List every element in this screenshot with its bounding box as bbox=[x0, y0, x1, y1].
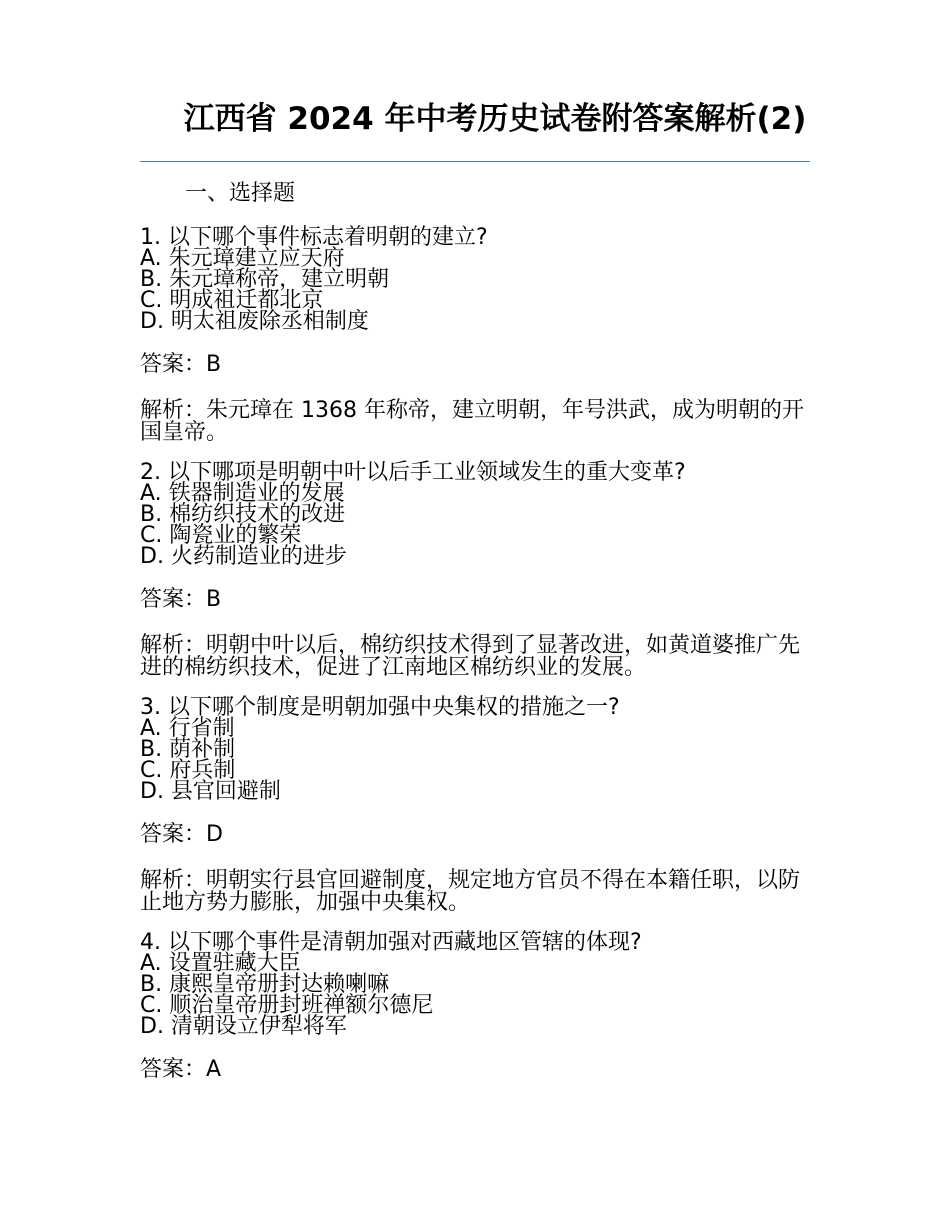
answer-line: 答案：A bbox=[140, 1057, 222, 1082]
section-heading: 一、选择题 bbox=[185, 181, 296, 206]
option-a: A. 铁器制造业的发展 bbox=[140, 481, 345, 506]
option-a: A. 行省制 bbox=[140, 716, 235, 741]
analysis-text: 解析：朱元璋在 1368 年称帝，建立明朝，年号洪武，成为明朝的开国皇帝。 bbox=[140, 398, 804, 445]
option-d: D. 清朝设立伊犁将军 bbox=[140, 1014, 347, 1039]
option-b: B. 康熙皇帝册封达赖喇嘛 bbox=[140, 972, 390, 997]
question-item bbox=[140, 697, 812, 802]
question-item bbox=[140, 932, 812, 1037]
option-c: C. 明成祖迁都北京 bbox=[140, 288, 324, 313]
option-d: D. 火药制造业的进步 bbox=[140, 544, 347, 569]
document-title: 江西省 2024 年中考历史试卷附答案解析(2) bbox=[183, 101, 807, 137]
answer-line: 答案：B bbox=[140, 352, 222, 377]
option-d: D. 县官回避制 bbox=[140, 779, 281, 804]
question-stem: 2. 以下哪项是明朝中叶以后手工业领域发生的重大变革? bbox=[140, 460, 686, 485]
analysis-text: 解析：明朝中叶以后，棉纺织技术得到了显著改进，如黄道婆推广先进的棉纺织技术，促进了江南地区棉纺织业的发展。 bbox=[140, 633, 801, 680]
question-stem: 1. 以下哪个事件标志着明朝的建立? bbox=[140, 225, 488, 250]
question-item bbox=[140, 462, 812, 567]
option-c: C. 顺治皇帝册封班禅额尔德尼 bbox=[140, 993, 434, 1018]
analysis-text: 解析：明朝实行县官回避制度，规定地方官员不得在本籍任职，以防止地方势力膨胀，加强中央集权。 bbox=[140, 868, 801, 915]
answer-line: 答案：D bbox=[140, 822, 223, 847]
question-item bbox=[140, 227, 812, 332]
option-b: B. 荫补制 bbox=[140, 737, 236, 762]
question-stem: 4. 以下哪个事件是清朝加强对西藏地区管辖的体现? bbox=[140, 930, 642, 955]
question-list bbox=[140, 227, 812, 1105]
option-b: B. 棉纺织技术的改进 bbox=[140, 502, 346, 527]
option-a: A. 设置驻藏大臣 bbox=[140, 951, 301, 976]
option-b: B. 朱元璋称帝，建立明朝 bbox=[140, 267, 390, 292]
question-stem: 3. 以下哪个制度是明朝加强中央集权的措施之一? bbox=[140, 695, 620, 720]
option-a: A. 朱元璋建立应天府 bbox=[140, 246, 345, 271]
option-c: C. 府兵制 bbox=[140, 758, 236, 783]
title-underline bbox=[140, 161, 810, 162]
answer-line: 答案：B bbox=[140, 587, 222, 612]
option-c: C. 陶瓷业的繁荣 bbox=[140, 523, 302, 548]
option-d: D. 明太祖废除丞相制度 bbox=[140, 309, 369, 334]
